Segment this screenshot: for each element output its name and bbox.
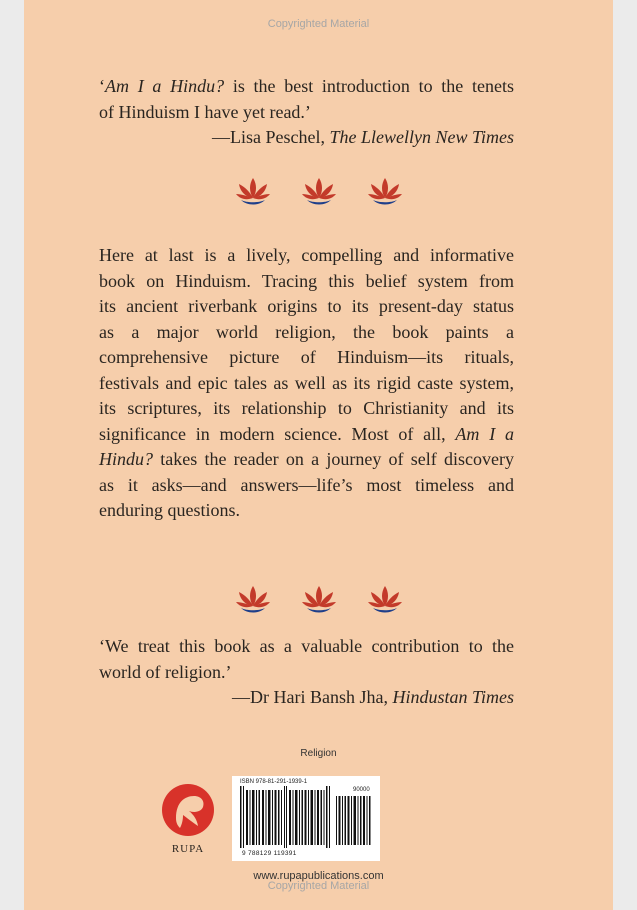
watermark-bottom: Copyrighted Material <box>267 880 370 892</box>
lotus-divider-bottom <box>0 584 637 614</box>
lotus-icon <box>298 176 340 206</box>
lotus-icon <box>364 176 406 206</box>
isbn-barcode: ISBN 978-81-291-1939-1 90000 9 788129 119391 <box>232 776 380 861</box>
lotus-icon <box>298 584 340 614</box>
barcode-bars-icon <box>232 776 380 861</box>
watermark-top: Copyrighted Material <box>267 18 370 30</box>
review-attribution-top: —Lisa Peschel, The Llewellyn New Times <box>212 127 514 147</box>
lotus-divider-top <box>0 176 637 206</box>
review-quote-bottom: ‘We treat this book as a valuable contribution to the world of religion.’ —Dr Hari Bansh Jha, Hindustan Times <box>99 634 514 711</box>
review-attribution-bottom: —Dr Hari Bansh Jha, Hindustan Times <box>231 687 514 707</box>
book-description: Here at last is a lively, compelling and informative book on Hinduism. Tracing this belief system from its ancient riverbank origins to its present-day status as a major world religion, the book paints a comprehensive picture of Hinduism—its rituals, festivals and epic tales as well as its rigid caste system, its scriptures, its relationship to Christianity and its significance in modern science. Most of all, Am I a Hindu? takes the reader on a journey of self discovery as it asks—and answers—life’s most timeless and enduring questions. <box>99 245 514 520</box>
lotus-icon <box>232 176 274 206</box>
publisher-website: www.rupapublications.com <box>253 870 384 882</box>
publisher-logo-text: RUPA <box>171 843 205 855</box>
lotus-icon <box>232 584 274 614</box>
lotus-icon <box>364 584 406 614</box>
review-quote-top: ‘Am I a Hindu? is the best introduction to the tenets of Hinduism I have yet read.’ —Lisa Peschel, The Llewellyn New Times <box>99 74 514 151</box>
book-title-italic: Am I a Hindu? <box>105 76 225 96</box>
category-label: Religion <box>300 748 337 759</box>
